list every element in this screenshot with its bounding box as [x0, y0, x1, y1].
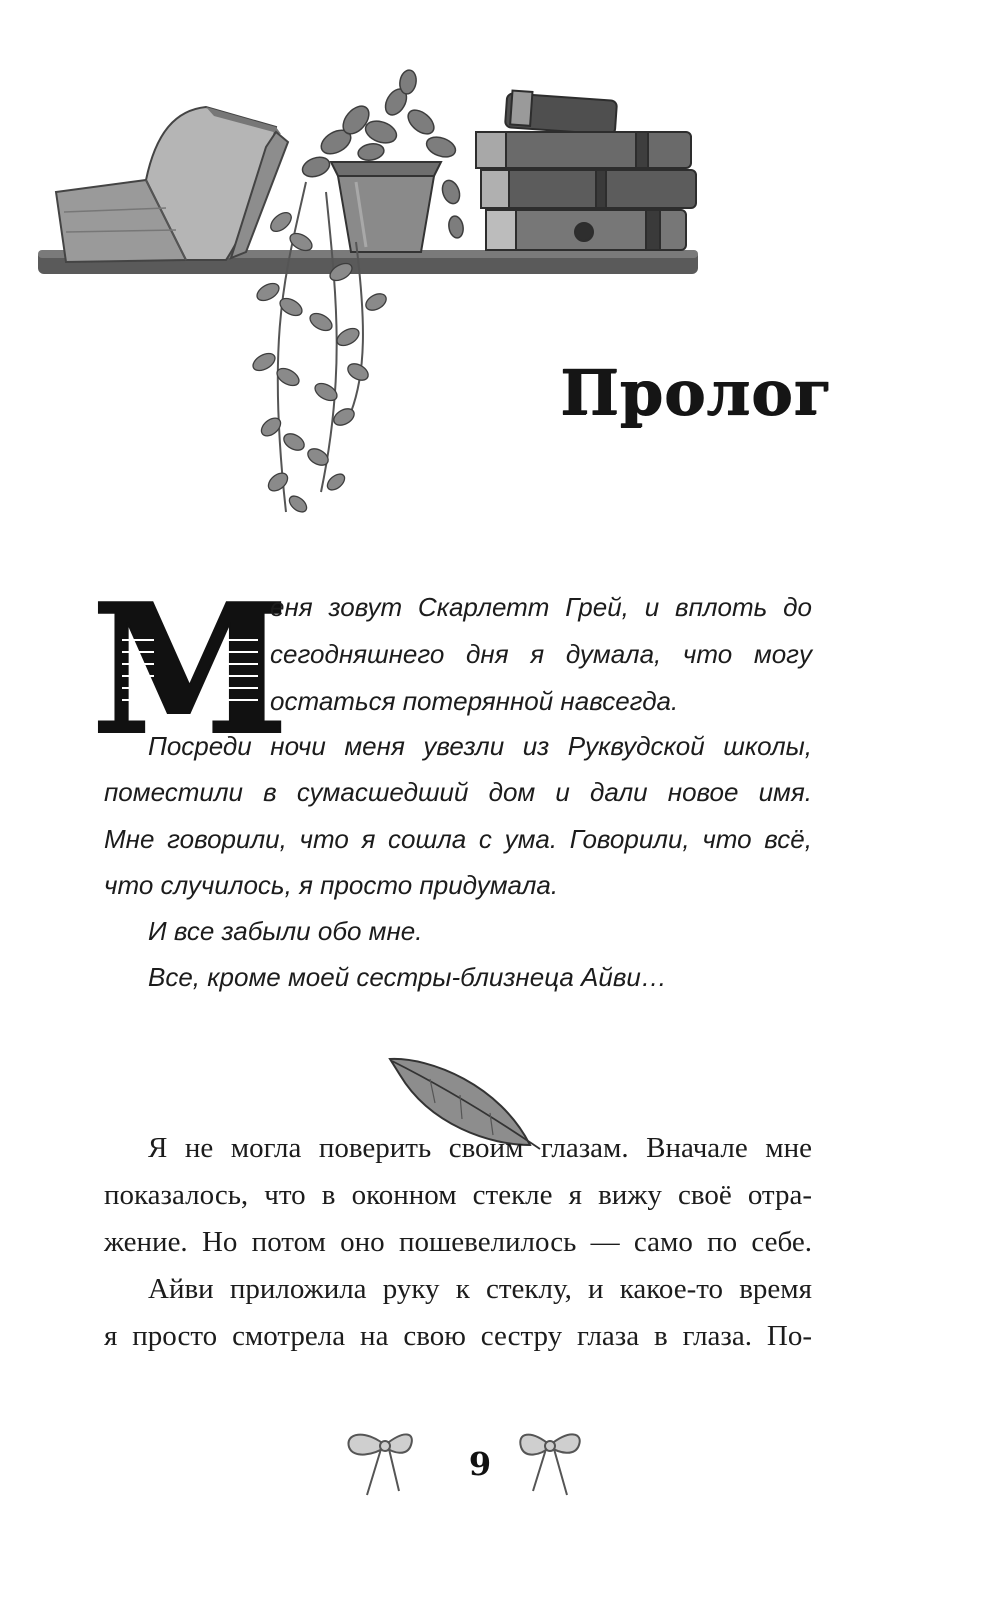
prologue-p2-line-4: что случилось, я просто придумала. — [104, 870, 559, 900]
ribbon-bow-left-icon — [348, 1434, 411, 1495]
prologue-line-3: остаться потерянной навсегда. — [270, 686, 679, 716]
prologue-p2-line-2: поместили в сумасшедший дом и дали новое имя. — [104, 777, 812, 807]
prologue-p2-line-3: Мне говорили, что я сошла с ума. Говорили, что всё, — [104, 824, 812, 854]
open-book-icon — [56, 107, 288, 262]
bookshelf-illustration — [36, 72, 736, 542]
prologue-p4: Все, кроме моей сестры-близнеца Айви… — [148, 962, 667, 992]
page-number: 9 — [468, 1445, 492, 1483]
book-stack-icon — [476, 91, 696, 250]
prologue-line-1: еня зовут Скарлетт Грей, и вплоть до — [270, 592, 812, 622]
body-p1-line-1: Я не могла поверить своим глазам. Вначале мне — [148, 1132, 812, 1164]
body-p1-line-2: показалось, что в оконном стекле я вижу своё отра- — [104, 1179, 812, 1211]
prologue-line-2: сегодняшнего дня я думала, что могу — [270, 639, 812, 669]
prologue-p3: И все забыли обо мне. — [148, 916, 423, 946]
ribbon-bow-right-icon — [520, 1434, 579, 1495]
plant-pot-icon — [331, 162, 441, 252]
drop-cap-glyph: М — [91, 565, 289, 774]
body-p1-line-3: жение. Но потом оно пошевелилось — само по себе. — [104, 1226, 812, 1258]
prologue-p2-line-1: Посреди ночи меня увезли из Руквудской школы, — [148, 731, 812, 761]
chapter-title: Пролог — [560, 356, 833, 429]
body-p2-line-2: я просто смотрела на свою сестру глаза в глаза. По- — [104, 1320, 812, 1352]
body-p2-line-1: Айви приложила руку к стеклу, и какое-то время — [148, 1273, 812, 1305]
